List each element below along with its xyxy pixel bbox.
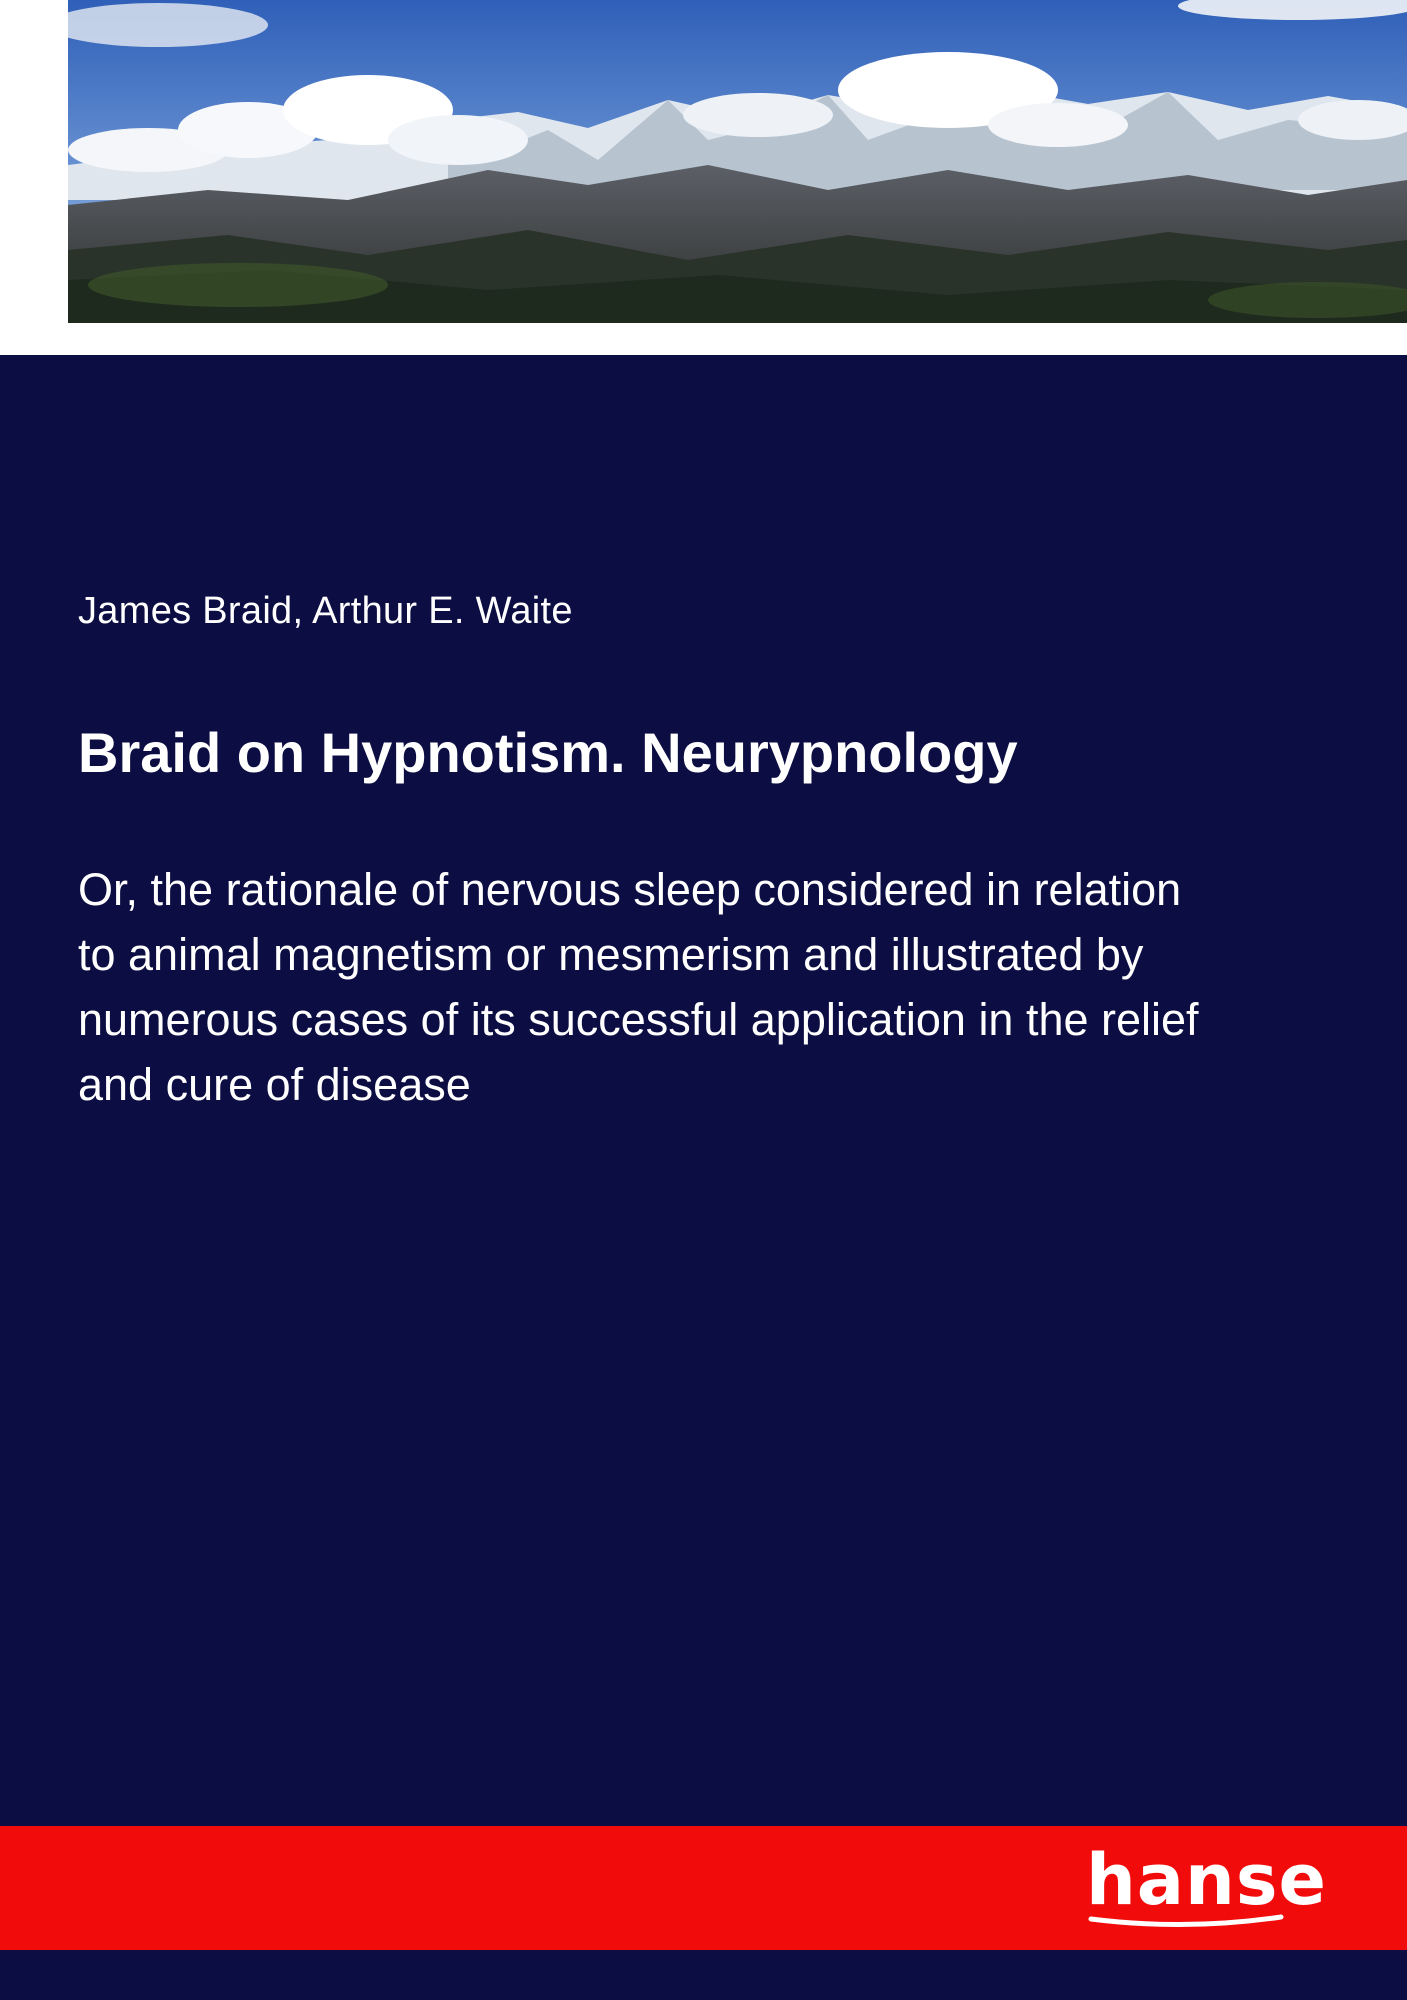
mountain-panorama-icon: [68, 0, 1407, 323]
book-title: Braid on Hypnotism. Neurypnology: [78, 721, 1018, 784]
authors: James Braid, Arthur E. Waite: [78, 590, 573, 632]
publisher-name: hanse: [1085, 1839, 1327, 1921]
top-white-band: [0, 0, 1407, 355]
bottom-strip: [0, 1950, 1407, 2000]
book-subtitle: Or, the rationale of nervous sleep considered in relation to animal magnetism or mesmerism and illustrated by numerous cases of its successful application in the relief and cure of disease: [78, 864, 1199, 1110]
publisher-logo: [1085, 1839, 1327, 1929]
mountain-panorama-photo: [68, 0, 1407, 323]
